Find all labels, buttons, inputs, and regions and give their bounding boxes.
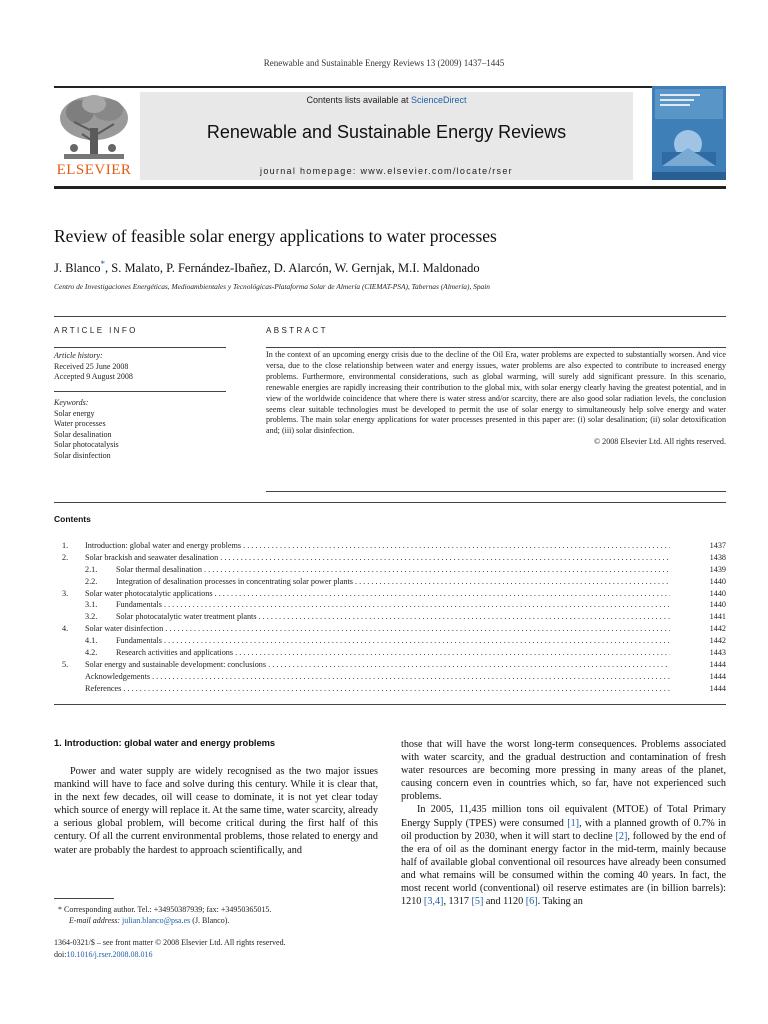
table-of-contents bbox=[54, 540, 726, 695]
toc-number: 2.2. bbox=[85, 576, 98, 586]
toc-page: 1440 bbox=[709, 600, 726, 610]
received-date: Received 25 June 2008 bbox=[54, 361, 129, 371]
toc-page: 1443 bbox=[709, 648, 726, 658]
toc-entry[interactable] bbox=[54, 540, 726, 552]
toc-page: 1439 bbox=[709, 564, 726, 574]
text-run: . Taking an bbox=[537, 896, 583, 908]
article-title: Review of feasible solar energy applications to water processes bbox=[54, 226, 497, 246]
article-info-rule bbox=[54, 347, 226, 348]
toc-page: 1444 bbox=[709, 659, 726, 669]
toc-title: Introduction: global water and energy problems . . . bbox=[85, 540, 670, 552]
corresponding-footnote bbox=[54, 904, 271, 926]
abstract-copyright: © 2008 Elsevier Ltd. All rights reserved. bbox=[593, 437, 726, 447]
body-paragraph: Power and water supply are widely recognised as the two major issues mankind will have to face and solve during this century. While it is clear that, in the next few decades, oil will cease to dominate, it is not yet clear today which source of energy will replace it. At the same time, water scarcity, already a serious global problem, will become critical during the first half of this century. Of all the current environmental problems, those related to energy and water are probably the hardest to approach scientifically, and bbox=[54, 766, 378, 856]
body-column-left bbox=[54, 765, 378, 857]
toc-title: Solar brackish and seawater desalination . . . bbox=[85, 552, 670, 564]
journal-title-band bbox=[140, 92, 633, 180]
other-authors: , S. Malato, P. Fernández-Ibañez, D. Alarcón, W. Gernjak, M.I. Maldonado bbox=[105, 261, 480, 276]
toc-number: 4.2. bbox=[85, 648, 98, 658]
toc-title: Fundamentals . . . bbox=[116, 599, 670, 611]
toc-number: 4. bbox=[62, 624, 69, 634]
accepted-date: Accepted 9 August 2008 bbox=[54, 372, 133, 381]
toc-number: 3.1. bbox=[85, 600, 98, 610]
toc-title: Integration of desalination processes in concentrating solar power plants . . . bbox=[116, 576, 670, 588]
author-affiliation: Centro de Investigaciones Energéticas, Medioambientales y Tecnológicas-Plataforma Solar de Almería (CIEMAT-PSA), Tabernas (Almería), Spain bbox=[54, 282, 490, 291]
toc-entry[interactable] bbox=[54, 671, 726, 683]
footnote-rule bbox=[54, 898, 114, 899]
toc-title: Fundamentals . . . bbox=[116, 635, 670, 647]
journal-homepage-link[interactable]: journal homepage: www.elsevier.com/locate/rser bbox=[260, 166, 513, 176]
toc-page: 1444 bbox=[709, 671, 726, 681]
toc-entry[interactable] bbox=[54, 599, 726, 611]
toc-title: References . . . bbox=[85, 683, 670, 695]
abstract-rule bbox=[266, 347, 726, 348]
toc-page: 1442 bbox=[709, 624, 726, 634]
toc-number: 1. bbox=[62, 541, 69, 550]
footnote-mark: * bbox=[58, 905, 62, 914]
doi-prefix: doi: bbox=[54, 950, 67, 959]
toc-entry[interactable] bbox=[54, 552, 726, 564]
history-divider bbox=[54, 391, 226, 392]
doi-link[interactable]: 10.1016/j.rser.2008.08.016 bbox=[66, 950, 153, 959]
contents-bottom-rule bbox=[54, 704, 726, 705]
abstract-bottom-rule bbox=[266, 491, 726, 492]
elsevier-wordmark: ELSEVIER bbox=[56, 162, 132, 178]
text-run: In 2005, 11,435 million tons oil equivalent (MTOE) of Total Primary Energy Supply (TPES) were consumed bbox=[401, 804, 726, 829]
toc-title: Solar energy and sustainable development: conclusions . . . bbox=[85, 659, 670, 671]
corresponding-author-mark[interactable]: * bbox=[100, 259, 106, 269]
reference-link[interactable]: [2] bbox=[615, 830, 628, 842]
footnote-line bbox=[54, 904, 271, 915]
toc-page: 1441 bbox=[709, 612, 726, 622]
article-info-top-rule bbox=[54, 316, 726, 317]
email-label: E-mail address: bbox=[69, 916, 123, 925]
toc-entry[interactable] bbox=[54, 659, 726, 671]
toc-page: 1444 bbox=[709, 683, 726, 693]
toc-number: 3. bbox=[62, 588, 69, 598]
first-author[interactable]: J. Blanco bbox=[54, 261, 101, 276]
journal-name: Renewable and Sustainable Energy Reviews bbox=[206, 122, 567, 142]
toc-page: 1438 bbox=[709, 552, 726, 562]
body-column-right bbox=[401, 738, 726, 908]
contents-prefix: Contents lists available at bbox=[306, 95, 412, 105]
toc-entry[interactable] bbox=[54, 683, 726, 695]
toc-entry[interactable] bbox=[54, 564, 726, 576]
toc-number: 2.1. bbox=[85, 564, 98, 574]
text-run: , followed by the end of the era of oil as the dominant energy factor in the mid-term, mainly because half of available global conventional oil resources have already been consumed and what remains will be consumed within the coming 40 years. In fact, the most recent world (conventional) oil reserve estimates are (in billion barrels): 1210 bbox=[401, 830, 726, 908]
sciencedirect-link[interactable]: ScienceDirect bbox=[411, 95, 467, 105]
toc-entry[interactable] bbox=[54, 588, 726, 600]
author-list bbox=[54, 259, 480, 276]
toc-page: 1442 bbox=[709, 636, 726, 646]
text-run: and 1120 bbox=[483, 896, 526, 908]
journal-masthead bbox=[54, 86, 726, 188]
body-paragraph: those that will have the worst long-term consequences. Problems associated with water scarcity, and the gradual destruction and contamination of fresh water resources are becoming more pressing in many areas of the planet, causing concern even in countries which, so far, have not experienced such problems. bbox=[401, 739, 726, 803]
toc-number: 3.2. bbox=[85, 612, 98, 622]
keyword: Solar energy bbox=[54, 408, 95, 418]
article-history bbox=[54, 351, 133, 383]
toc-number: 5. bbox=[62, 659, 69, 669]
reference-link[interactable]: [1] bbox=[567, 817, 580, 829]
toc-title: Research activities and applications . . . bbox=[116, 647, 670, 659]
masthead-bottom-rule bbox=[54, 186, 726, 189]
journal-citation: Renewable and Sustainable Energy Reviews 13 (2009) 1437–1445 bbox=[263, 58, 505, 68]
section-1-heading: 1. Introduction: global water and energy problems bbox=[54, 738, 276, 748]
reference-link[interactable]: [6] bbox=[525, 896, 538, 908]
toc-page: 1440 bbox=[709, 588, 726, 598]
toc-number: 2. bbox=[62, 552, 69, 562]
email-link[interactable]: julian.blanco@psa.es bbox=[122, 916, 191, 925]
abstract-body bbox=[266, 350, 726, 448]
history-label: Article history: bbox=[54, 351, 103, 360]
text-run: , 1317 bbox=[443, 896, 472, 908]
toc-title: Solar photocatalytic water treatment plants . . . bbox=[116, 611, 670, 623]
masthead-top-rule bbox=[54, 86, 726, 88]
footnote-email-line bbox=[54, 915, 271, 926]
toc-title: Solar water disinfection . . . bbox=[85, 623, 670, 635]
contents-heading: Contents bbox=[54, 514, 91, 524]
keyword: Solar disinfection bbox=[54, 450, 111, 460]
keywords-block bbox=[54, 398, 119, 461]
abstract-heading: ABSTRACT bbox=[266, 326, 328, 335]
contents-available-line bbox=[140, 95, 633, 105]
toc-title: Solar water photocatalytic applications . . . bbox=[85, 588, 670, 600]
keywords-label: Keywords: bbox=[54, 398, 89, 407]
toc-entry[interactable] bbox=[54, 623, 726, 635]
journal-cover-thumbnail[interactable] bbox=[652, 86, 726, 180]
reference-link[interactable]: [3,4] bbox=[423, 896, 444, 908]
article-info-heading: ARTICLE INFO bbox=[54, 326, 138, 335]
toc-title: Solar thermal desalination . . . bbox=[116, 564, 670, 576]
abstract-paragraph: In the context of an upcoming energy crisis due to the decline of the Oil Era, water problems are expected to substantially worsen. And vice versa, due to the close relationship between water and energy issues, water problems are also expected to contribute to increased energy problems. Furthermore, environmental considerations, such as global warming, will surely add significant pressure. In this scenario, renewable energies are rapidly increasing their contribution to the global mix, with solar energy clearly having the greatest potential, and in view of the worldwide coincidence that where there is water stress and/or scarcity, there are also good solar radiation levels, the conclusion seems clear suitable technologies must be developed to permit the use of solar energy to simultaneously help solve energy and water problems. The main solar energy applications for water processes presented in this paper are: (i) solar desalination; (ii) solar detoxification and; (iii) solar disinfection. bbox=[266, 350, 726, 436]
keyword: Solar photocatalysis bbox=[54, 440, 119, 449]
footnote-corresponding: Corresponding author. Tel.: +34950387939; fax: +34950365015. bbox=[64, 905, 272, 914]
toc-number: 4.1. bbox=[85, 636, 98, 646]
text-run: , with a planned growth of 0.7% in oil production by 2030, when it will start to decline bbox=[401, 817, 726, 842]
toc-title: Acknowledgements . . . bbox=[85, 671, 670, 683]
issn-line: 1364-0321/$ – see front matter © 2008 Elsevier Ltd. All rights reserved. bbox=[54, 938, 286, 947]
body-paragraph bbox=[401, 803, 726, 908]
toc-entry[interactable] bbox=[54, 576, 726, 588]
toc-entry[interactable] bbox=[54, 647, 726, 659]
reference-link[interactable]: [5] bbox=[471, 896, 484, 908]
toc-entry[interactable] bbox=[54, 611, 726, 623]
toc-page: 1440 bbox=[709, 576, 726, 586]
contents-top-rule bbox=[54, 502, 726, 503]
email-suffix: (J. Blanco). bbox=[190, 916, 230, 925]
toc-entry[interactable] bbox=[54, 635, 726, 647]
toc-page: 1437 bbox=[709, 541, 726, 550]
keyword: Water processes bbox=[54, 419, 106, 428]
keyword: Solar desalination bbox=[54, 429, 112, 439]
doi-line bbox=[54, 950, 152, 959]
